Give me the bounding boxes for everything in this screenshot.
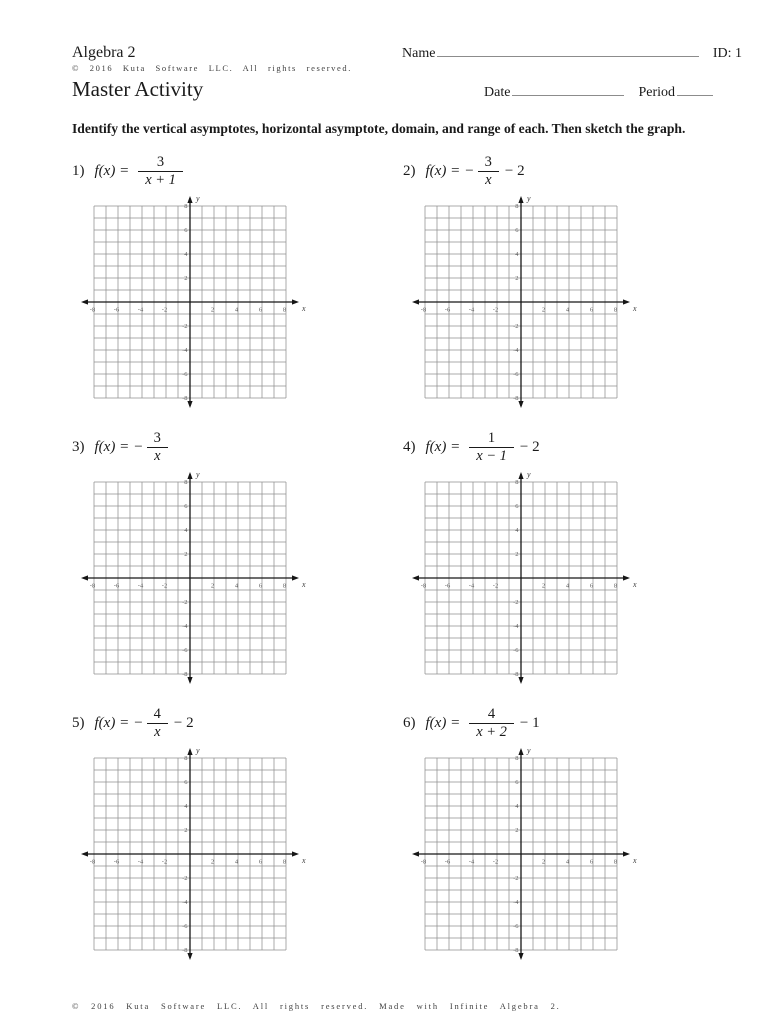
svg-text:x: x bbox=[633, 580, 637, 590]
fraction-numerator: 3 bbox=[153, 429, 161, 446]
svg-text:x: x bbox=[633, 304, 637, 314]
fraction bbox=[478, 154, 499, 188]
svg-text:-4: -4 bbox=[513, 347, 519, 355]
svg-text:2: 2 bbox=[541, 582, 546, 590]
equation-lhs: f(x) = bbox=[94, 438, 130, 455]
svg-text:-6: -6 bbox=[513, 647, 519, 655]
svg-text:4: 4 bbox=[184, 251, 188, 259]
svg-text:8: 8 bbox=[184, 479, 188, 487]
svg-text:-4: -4 bbox=[182, 899, 188, 907]
svg-text:-6: -6 bbox=[444, 582, 451, 590]
svg-text:-8: -8 bbox=[182, 947, 188, 955]
problem-4 bbox=[403, 425, 734, 692]
svg-text:8: 8 bbox=[184, 203, 188, 211]
problem-number: 5) bbox=[72, 714, 85, 731]
equation-suffix: − 2 bbox=[173, 714, 194, 731]
fraction-denominator: x bbox=[147, 447, 167, 465]
name-blank-line bbox=[437, 44, 698, 57]
svg-text:4: 4 bbox=[565, 582, 570, 590]
footer-copyright: © 2016 Kuta Software LLC. All rights reserved. Made with Infinite Algebra 2. bbox=[72, 1001, 561, 1011]
svg-text:2: 2 bbox=[515, 275, 519, 283]
svg-text:-4: -4 bbox=[137, 306, 144, 314]
svg-text:8: 8 bbox=[184, 755, 188, 763]
svg-text:x: x bbox=[302, 304, 306, 314]
svg-text:y: y bbox=[196, 746, 200, 756]
fraction-denominator: x + 1 bbox=[138, 171, 183, 189]
svg-text:-8: -8 bbox=[420, 858, 427, 866]
svg-text:-4: -4 bbox=[137, 582, 144, 590]
svg-text:4: 4 bbox=[234, 858, 239, 866]
svg-text:2: 2 bbox=[210, 582, 215, 590]
fraction bbox=[147, 430, 168, 464]
svg-text:6: 6 bbox=[589, 306, 594, 314]
svg-text:4: 4 bbox=[515, 251, 519, 259]
svg-text:6: 6 bbox=[258, 582, 263, 590]
problem-3 bbox=[72, 425, 403, 692]
header-copyright: © 2016 Kuta Software LLC. All rights reserved. bbox=[72, 63, 352, 73]
svg-text:-8: -8 bbox=[89, 306, 96, 314]
fraction bbox=[147, 706, 168, 740]
svg-text:2: 2 bbox=[541, 306, 546, 314]
page-title: Master Activity bbox=[72, 77, 204, 101]
svg-text:6: 6 bbox=[184, 503, 188, 511]
period-label: Period bbox=[638, 85, 675, 100]
svg-text:2: 2 bbox=[210, 306, 215, 314]
svg-text:-8: -8 bbox=[513, 395, 519, 403]
date-period-fields bbox=[484, 83, 742, 101]
header-row-1 bbox=[72, 44, 742, 62]
equation-4 bbox=[403, 425, 734, 469]
svg-text:-8: -8 bbox=[89, 858, 96, 866]
problem-number: 4) bbox=[403, 438, 416, 455]
svg-text:8: 8 bbox=[515, 479, 519, 487]
name-field bbox=[402, 44, 699, 62]
equation-sign: − bbox=[465, 162, 474, 179]
svg-text:8: 8 bbox=[613, 858, 618, 866]
svg-text:y: y bbox=[527, 746, 531, 756]
svg-text:4: 4 bbox=[565, 858, 570, 866]
equation-6 bbox=[403, 701, 734, 745]
course-title: Algebra 2 bbox=[72, 44, 136, 61]
svg-text:-8: -8 bbox=[420, 306, 427, 314]
svg-text:-2: -2 bbox=[492, 306, 499, 314]
svg-text:-6: -6 bbox=[182, 923, 188, 931]
date-label: Date bbox=[484, 85, 511, 100]
fraction-denominator: x + 2 bbox=[469, 723, 514, 741]
svg-text:4: 4 bbox=[565, 306, 570, 314]
svg-text:-2: -2 bbox=[492, 582, 499, 590]
equation-5 bbox=[72, 701, 403, 745]
problem-5 bbox=[72, 701, 403, 968]
svg-text:x: x bbox=[633, 856, 637, 866]
equation-3 bbox=[72, 425, 403, 469]
worksheet-id: ID: 1 bbox=[712, 46, 742, 61]
svg-text:4: 4 bbox=[515, 527, 519, 535]
svg-text:8: 8 bbox=[282, 858, 287, 866]
svg-text:2: 2 bbox=[184, 827, 188, 835]
svg-text:6: 6 bbox=[515, 503, 519, 511]
svg-text:-2: -2 bbox=[182, 323, 188, 331]
svg-text:-8: -8 bbox=[182, 671, 188, 679]
fraction-numerator: 3 bbox=[156, 153, 165, 170]
equation-suffix: − 2 bbox=[504, 162, 525, 179]
svg-text:-2: -2 bbox=[182, 599, 188, 607]
svg-text:2: 2 bbox=[184, 275, 188, 283]
svg-text:-4: -4 bbox=[468, 858, 475, 866]
svg-text:-6: -6 bbox=[513, 371, 519, 379]
fraction-numerator: 4 bbox=[487, 705, 496, 722]
svg-text:-8: -8 bbox=[89, 582, 96, 590]
svg-text:y: y bbox=[196, 194, 200, 204]
problem-number: 1) bbox=[72, 162, 85, 179]
problem-6 bbox=[403, 701, 734, 968]
svg-text:-2: -2 bbox=[492, 858, 499, 866]
svg-text:-2: -2 bbox=[161, 582, 168, 590]
svg-text:2: 2 bbox=[515, 551, 519, 559]
svg-text:-8: -8 bbox=[182, 395, 188, 403]
equation-sign: − bbox=[134, 714, 143, 731]
svg-text:8: 8 bbox=[282, 582, 287, 590]
problem-number: 3) bbox=[72, 438, 85, 455]
svg-text:4: 4 bbox=[234, 306, 239, 314]
svg-text:-8: -8 bbox=[420, 582, 427, 590]
fraction-numerator: 4 bbox=[153, 705, 161, 722]
svg-text:4: 4 bbox=[515, 803, 519, 811]
svg-text:-6: -6 bbox=[444, 306, 451, 314]
svg-text:-8: -8 bbox=[513, 671, 519, 679]
svg-text:2: 2 bbox=[210, 858, 215, 866]
problem-number: 2) bbox=[403, 162, 416, 179]
header-row-3 bbox=[72, 77, 742, 102]
problem-number: 6) bbox=[403, 714, 416, 731]
svg-text:-8: -8 bbox=[513, 947, 519, 955]
equation-lhs: f(x) = bbox=[94, 162, 130, 179]
svg-text:8: 8 bbox=[613, 306, 618, 314]
coordinate-grid-5 bbox=[76, 746, 318, 968]
svg-text:4: 4 bbox=[184, 803, 188, 811]
svg-text:-4: -4 bbox=[468, 582, 475, 590]
fraction-numerator: 1 bbox=[487, 429, 496, 446]
equation-suffix: − 2 bbox=[519, 438, 540, 455]
problems-grid bbox=[72, 149, 742, 968]
fraction-denominator: x − 1 bbox=[469, 447, 514, 465]
svg-text:y: y bbox=[527, 194, 531, 204]
svg-text:-6: -6 bbox=[182, 371, 188, 379]
svg-text:-4: -4 bbox=[182, 623, 188, 631]
svg-text:-2: -2 bbox=[513, 323, 519, 331]
svg-text:x: x bbox=[302, 580, 306, 590]
svg-text:-2: -2 bbox=[182, 875, 188, 883]
svg-text:-4: -4 bbox=[468, 306, 475, 314]
svg-text:-2: -2 bbox=[161, 858, 168, 866]
svg-text:y: y bbox=[196, 470, 200, 480]
svg-text:6: 6 bbox=[515, 779, 519, 787]
svg-text:-6: -6 bbox=[513, 923, 519, 931]
coordinate-grid-3 bbox=[76, 470, 318, 692]
fraction bbox=[138, 154, 183, 188]
svg-text:6: 6 bbox=[258, 306, 263, 314]
svg-text:6: 6 bbox=[184, 779, 188, 787]
equation-lhs: f(x) = bbox=[425, 714, 461, 731]
fraction-denominator: x bbox=[147, 723, 167, 741]
svg-text:-6: -6 bbox=[113, 858, 120, 866]
coordinate-grid-4 bbox=[407, 470, 649, 692]
svg-text:8: 8 bbox=[515, 755, 519, 763]
fraction bbox=[469, 706, 514, 740]
equation-sign: − bbox=[134, 438, 143, 455]
coordinate-grid-1 bbox=[76, 194, 318, 416]
svg-text:6: 6 bbox=[258, 858, 263, 866]
svg-text:-4: -4 bbox=[182, 347, 188, 355]
svg-text:2: 2 bbox=[184, 551, 188, 559]
equation-1 bbox=[72, 149, 403, 193]
svg-text:-4: -4 bbox=[513, 623, 519, 631]
equation-2 bbox=[403, 149, 734, 193]
svg-text:-2: -2 bbox=[513, 599, 519, 607]
date-blank-line bbox=[512, 83, 624, 96]
svg-text:6: 6 bbox=[184, 227, 188, 235]
svg-text:-6: -6 bbox=[182, 647, 188, 655]
svg-text:8: 8 bbox=[515, 203, 519, 211]
svg-text:x: x bbox=[302, 856, 306, 866]
svg-text:-6: -6 bbox=[444, 858, 451, 866]
equation-lhs: f(x) = bbox=[425, 162, 461, 179]
svg-text:-4: -4 bbox=[513, 899, 519, 907]
svg-text:-6: -6 bbox=[113, 306, 120, 314]
svg-text:8: 8 bbox=[282, 306, 287, 314]
problem-2 bbox=[403, 149, 734, 416]
fraction-denominator: x bbox=[478, 171, 498, 189]
svg-text:6: 6 bbox=[589, 582, 594, 590]
fraction-numerator: 3 bbox=[484, 153, 492, 170]
svg-text:6: 6 bbox=[515, 227, 519, 235]
coordinate-grid-6 bbox=[407, 746, 649, 968]
equation-suffix: − 1 bbox=[519, 714, 540, 731]
instructions-text: Identify the vertical asymptotes, horizontal asymptote, domain, and range of each. Then sketch the graph. bbox=[72, 121, 686, 136]
svg-text:-2: -2 bbox=[161, 306, 168, 314]
equation-lhs: f(x) = bbox=[425, 438, 461, 455]
period-blank-line bbox=[677, 83, 713, 96]
fraction bbox=[469, 430, 514, 464]
svg-text:6: 6 bbox=[589, 858, 594, 866]
svg-text:4: 4 bbox=[184, 527, 188, 535]
name-label: Name bbox=[402, 46, 436, 61]
svg-text:y: y bbox=[527, 470, 531, 480]
svg-text:8: 8 bbox=[613, 582, 618, 590]
svg-text:-6: -6 bbox=[113, 582, 120, 590]
svg-text:4: 4 bbox=[234, 582, 239, 590]
problem-1 bbox=[72, 149, 403, 416]
svg-text:-2: -2 bbox=[513, 875, 519, 883]
svg-text:2: 2 bbox=[541, 858, 546, 866]
coordinate-grid-2 bbox=[407, 194, 649, 416]
svg-text:-4: -4 bbox=[137, 858, 144, 866]
svg-text:2: 2 bbox=[515, 827, 519, 835]
equation-lhs: f(x) = bbox=[94, 714, 130, 731]
